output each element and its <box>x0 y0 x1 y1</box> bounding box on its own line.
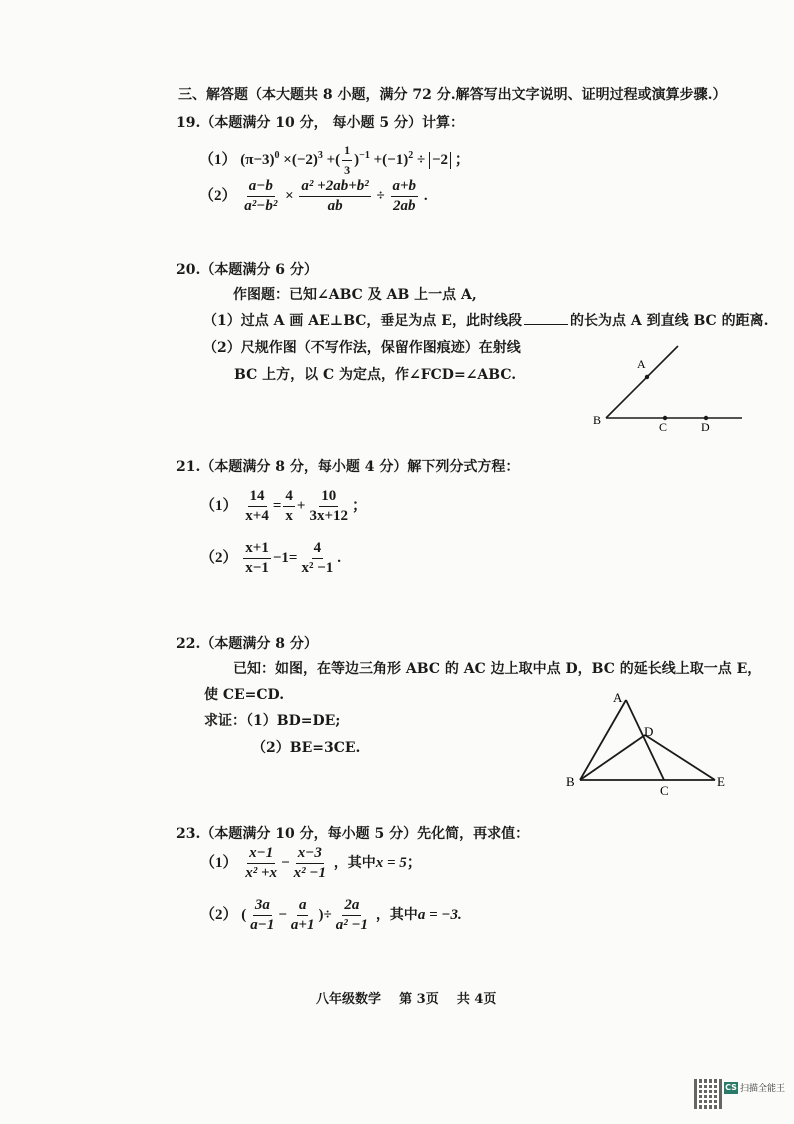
q19-p1-term-a: (π−3) <box>240 151 275 168</box>
q19-p1-frac <box>342 142 352 179</box>
q22-header: 22.（本题满分 8 分） <box>176 636 318 652</box>
q19-p1-close: ) <box>354 151 360 168</box>
footer-page: 第 3页 <box>399 992 439 1007</box>
equilateral-triangle-figure <box>562 688 737 798</box>
q21-p2-mid: −1= <box>272 549 298 566</box>
q23-part1 <box>200 845 422 882</box>
q21-header: 21.（本题满分 8 分，每小题 4 分）解下列分式方程： <box>176 459 520 475</box>
q23-p2-frac1 <box>248 897 276 934</box>
q21-p1-eq: = <box>272 497 282 514</box>
camscanner-badge-icon: CS <box>725 1083 737 1092</box>
q19-p2-frac3-den: 2ab <box>393 198 416 214</box>
q23-p1-frac2-num: x−3 <box>296 845 324 864</box>
q23-p2-frac3-den: a² −1 <box>335 917 369 933</box>
label-d: D <box>644 724 654 739</box>
q21-p1-frac1-num: 14 <box>248 488 267 507</box>
q19-p2-div: ÷ <box>376 187 385 204</box>
label-e: E <box>717 774 725 789</box>
footer-total: 共 4页 <box>456 992 497 1007</box>
q23-p1-label: （1） <box>200 854 238 871</box>
q19-p1-term-b: ×(−2) <box>283 151 318 168</box>
q21-p2-frac1-den: x−1 <box>245 560 269 576</box>
q21-p2-frac1 <box>243 540 271 577</box>
q19-p2-frac1 <box>242 178 279 215</box>
q20-p1-after: 的长为点 A 到直线 BC 的距离. <box>569 313 769 329</box>
q19-p1-term-d: +(−1) <box>373 151 409 168</box>
q21-p1-frac3-num: 10 <box>319 488 338 507</box>
q19-p1-term-c: +( <box>326 151 341 168</box>
q19-p2-frac2-den: ab <box>327 198 343 214</box>
q19-p2-frac2 <box>299 178 370 215</box>
q21-p2-label: （2） <box>200 549 238 566</box>
q22-line2: 使 CE=CD. <box>204 687 285 703</box>
camscanner-name: 扫描全能王 <box>740 1084 786 1094</box>
qr-code-icon <box>694 1079 722 1109</box>
segment-de <box>645 735 715 780</box>
q23-p2-cond: ，其中 <box>375 907 418 923</box>
q19-p1-frac-num: 1 <box>342 142 352 161</box>
q23-p1-frac2 <box>292 845 328 882</box>
q23-p2-label: （2） <box>200 906 238 923</box>
q21-p1-frac1 <box>243 488 271 525</box>
footer <box>316 988 496 1007</box>
label-b: B <box>593 413 602 427</box>
q21-part2 <box>200 540 341 577</box>
q19-header: 19.（本题满分 10 分， 每小题 5 分）计算： <box>176 115 464 131</box>
q19-p2-frac3-num: a+b <box>391 178 419 197</box>
q21-p2-end: . <box>337 549 341 566</box>
q21-part1 <box>200 488 367 525</box>
q19-p1-end: ； <box>454 151 470 168</box>
q21-p2-frac2-den: x² −1 <box>301 560 334 576</box>
section-header: 三、解答题（本大题共 8 小题，满分 72 分.解答写出文字说明、证明过程或演算步骤.） <box>178 87 727 103</box>
q23-p1-val: x = 5 <box>375 854 407 871</box>
q21-p1-plus: + <box>296 497 306 514</box>
q23-p1-frac1-den: x² +x <box>245 865 278 881</box>
q20-part2-line2: BC 上方，以 C 为定点，作∠FCD=∠ABC. <box>234 367 517 383</box>
q21-p1-frac3-den: 3x+12 <box>309 508 349 524</box>
q23-p1-frac1-num: x−1 <box>247 845 275 864</box>
label-b: B <box>566 774 575 789</box>
q19-p2-times: × <box>285 187 294 204</box>
q21-p1-frac1-den: x+4 <box>245 508 269 524</box>
q21-p2-frac2-num: 4 <box>312 540 324 559</box>
label-c: C <box>660 783 669 798</box>
q21-p2-frac1-num: x+1 <box>243 540 271 559</box>
q21-p1-frac2-num: 4 <box>283 488 295 507</box>
q22-prove2: （2）BE=3CE. <box>252 740 361 756</box>
q23-p1-end: ； <box>406 854 422 871</box>
q23-part2 <box>200 897 462 934</box>
q19-p2-frac1-den: a²−b² <box>244 198 278 214</box>
q23-p2-frac1-num: 3a <box>253 897 272 916</box>
q21-p1-end: ； <box>352 497 368 514</box>
q23-p1-minus: − <box>281 854 290 871</box>
label-a: A <box>613 690 623 705</box>
q19-p1-exp-b: 3 <box>317 149 323 161</box>
q19-p2-label: （2） <box>199 187 237 204</box>
q19-part1 <box>199 142 470 179</box>
side-ac <box>626 700 664 780</box>
q19-p1-abs: −2 <box>429 152 451 169</box>
q19-p1-exp-c: −1 <box>359 149 370 161</box>
q19-p2-frac3 <box>391 178 419 215</box>
label-a: A <box>637 357 646 371</box>
q23-p2-frac2-den: a+1 <box>290 917 315 933</box>
q19-p2-frac1-num: a−b <box>247 178 275 197</box>
point-a <box>645 375 649 379</box>
q21-p1-label: （1） <box>200 497 238 514</box>
q23-p1-frac1 <box>243 845 279 882</box>
q19-part2 <box>199 178 428 215</box>
q23-p2-open: ( <box>241 906 247 923</box>
q19-p1-div: ÷ <box>416 151 426 168</box>
q20-part2-line1: （2）尺规作图（不写作法，保留作图痕迹）在射线 <box>203 340 521 356</box>
q21-p1-frac3 <box>307 488 350 525</box>
answer-blank[interactable] <box>524 312 568 325</box>
q19-p2-end: . <box>423 187 428 204</box>
q22-line1: 已知：如图，在等边三角形 ABC 的 AC 边上取中点 D，BC 的延长线上取一点 E， <box>233 661 762 677</box>
q23-p2-val: a = −3. <box>417 906 462 923</box>
label-c: C <box>659 420 668 432</box>
q23-p2-frac2-num: a <box>297 897 309 916</box>
q23-p2-close: )÷ <box>318 906 332 923</box>
q20-intro: 作图题：已知∠ABC 及 AB 上一点 A, <box>233 287 477 303</box>
q19-p1-frac-den: 3 <box>344 163 351 177</box>
q20-part1 <box>203 310 768 330</box>
q21-p1-frac2-den: x <box>285 508 293 524</box>
q23-p2-frac3 <box>334 897 370 934</box>
angle-abc-figure <box>590 340 750 432</box>
q23-header: 23.（本题满分 10 分，每小题 5 分）先化简，再求值： <box>176 826 530 842</box>
q23-p1-cond: ，其中 <box>333 855 376 871</box>
q19-p1-exp-a: 0 <box>274 149 280 161</box>
q20-header: 20.（本题满分 6 分） <box>176 262 318 278</box>
q23-p2-minus: − <box>278 906 287 923</box>
label-d: D <box>701 420 710 432</box>
footer-subject: 八年级数学 <box>316 992 382 1007</box>
q19-p2-frac2-num: a² +2ab+b² <box>299 178 370 197</box>
q21-p1-frac2 <box>283 488 295 525</box>
q21-p2-frac2 <box>299 540 335 577</box>
q19-p1-exp-d: 2 <box>408 149 414 161</box>
q23-p2-frac2 <box>289 897 317 934</box>
segment-bd <box>580 735 645 780</box>
q20-p1-before: （1）过点 A 画 AE⊥BC，垂足为点 E，此时线段 <box>203 313 522 329</box>
q23-p1-frac2-den: x² −1 <box>293 865 326 881</box>
q23-p2-frac1-den: a−1 <box>250 917 275 933</box>
q22-prove1: 求证：（1）BD=DE; <box>204 713 341 729</box>
q23-p2-frac3-num: 2a <box>342 897 361 916</box>
side-ab <box>580 700 626 780</box>
q19-p1-label: （1） <box>199 151 237 168</box>
